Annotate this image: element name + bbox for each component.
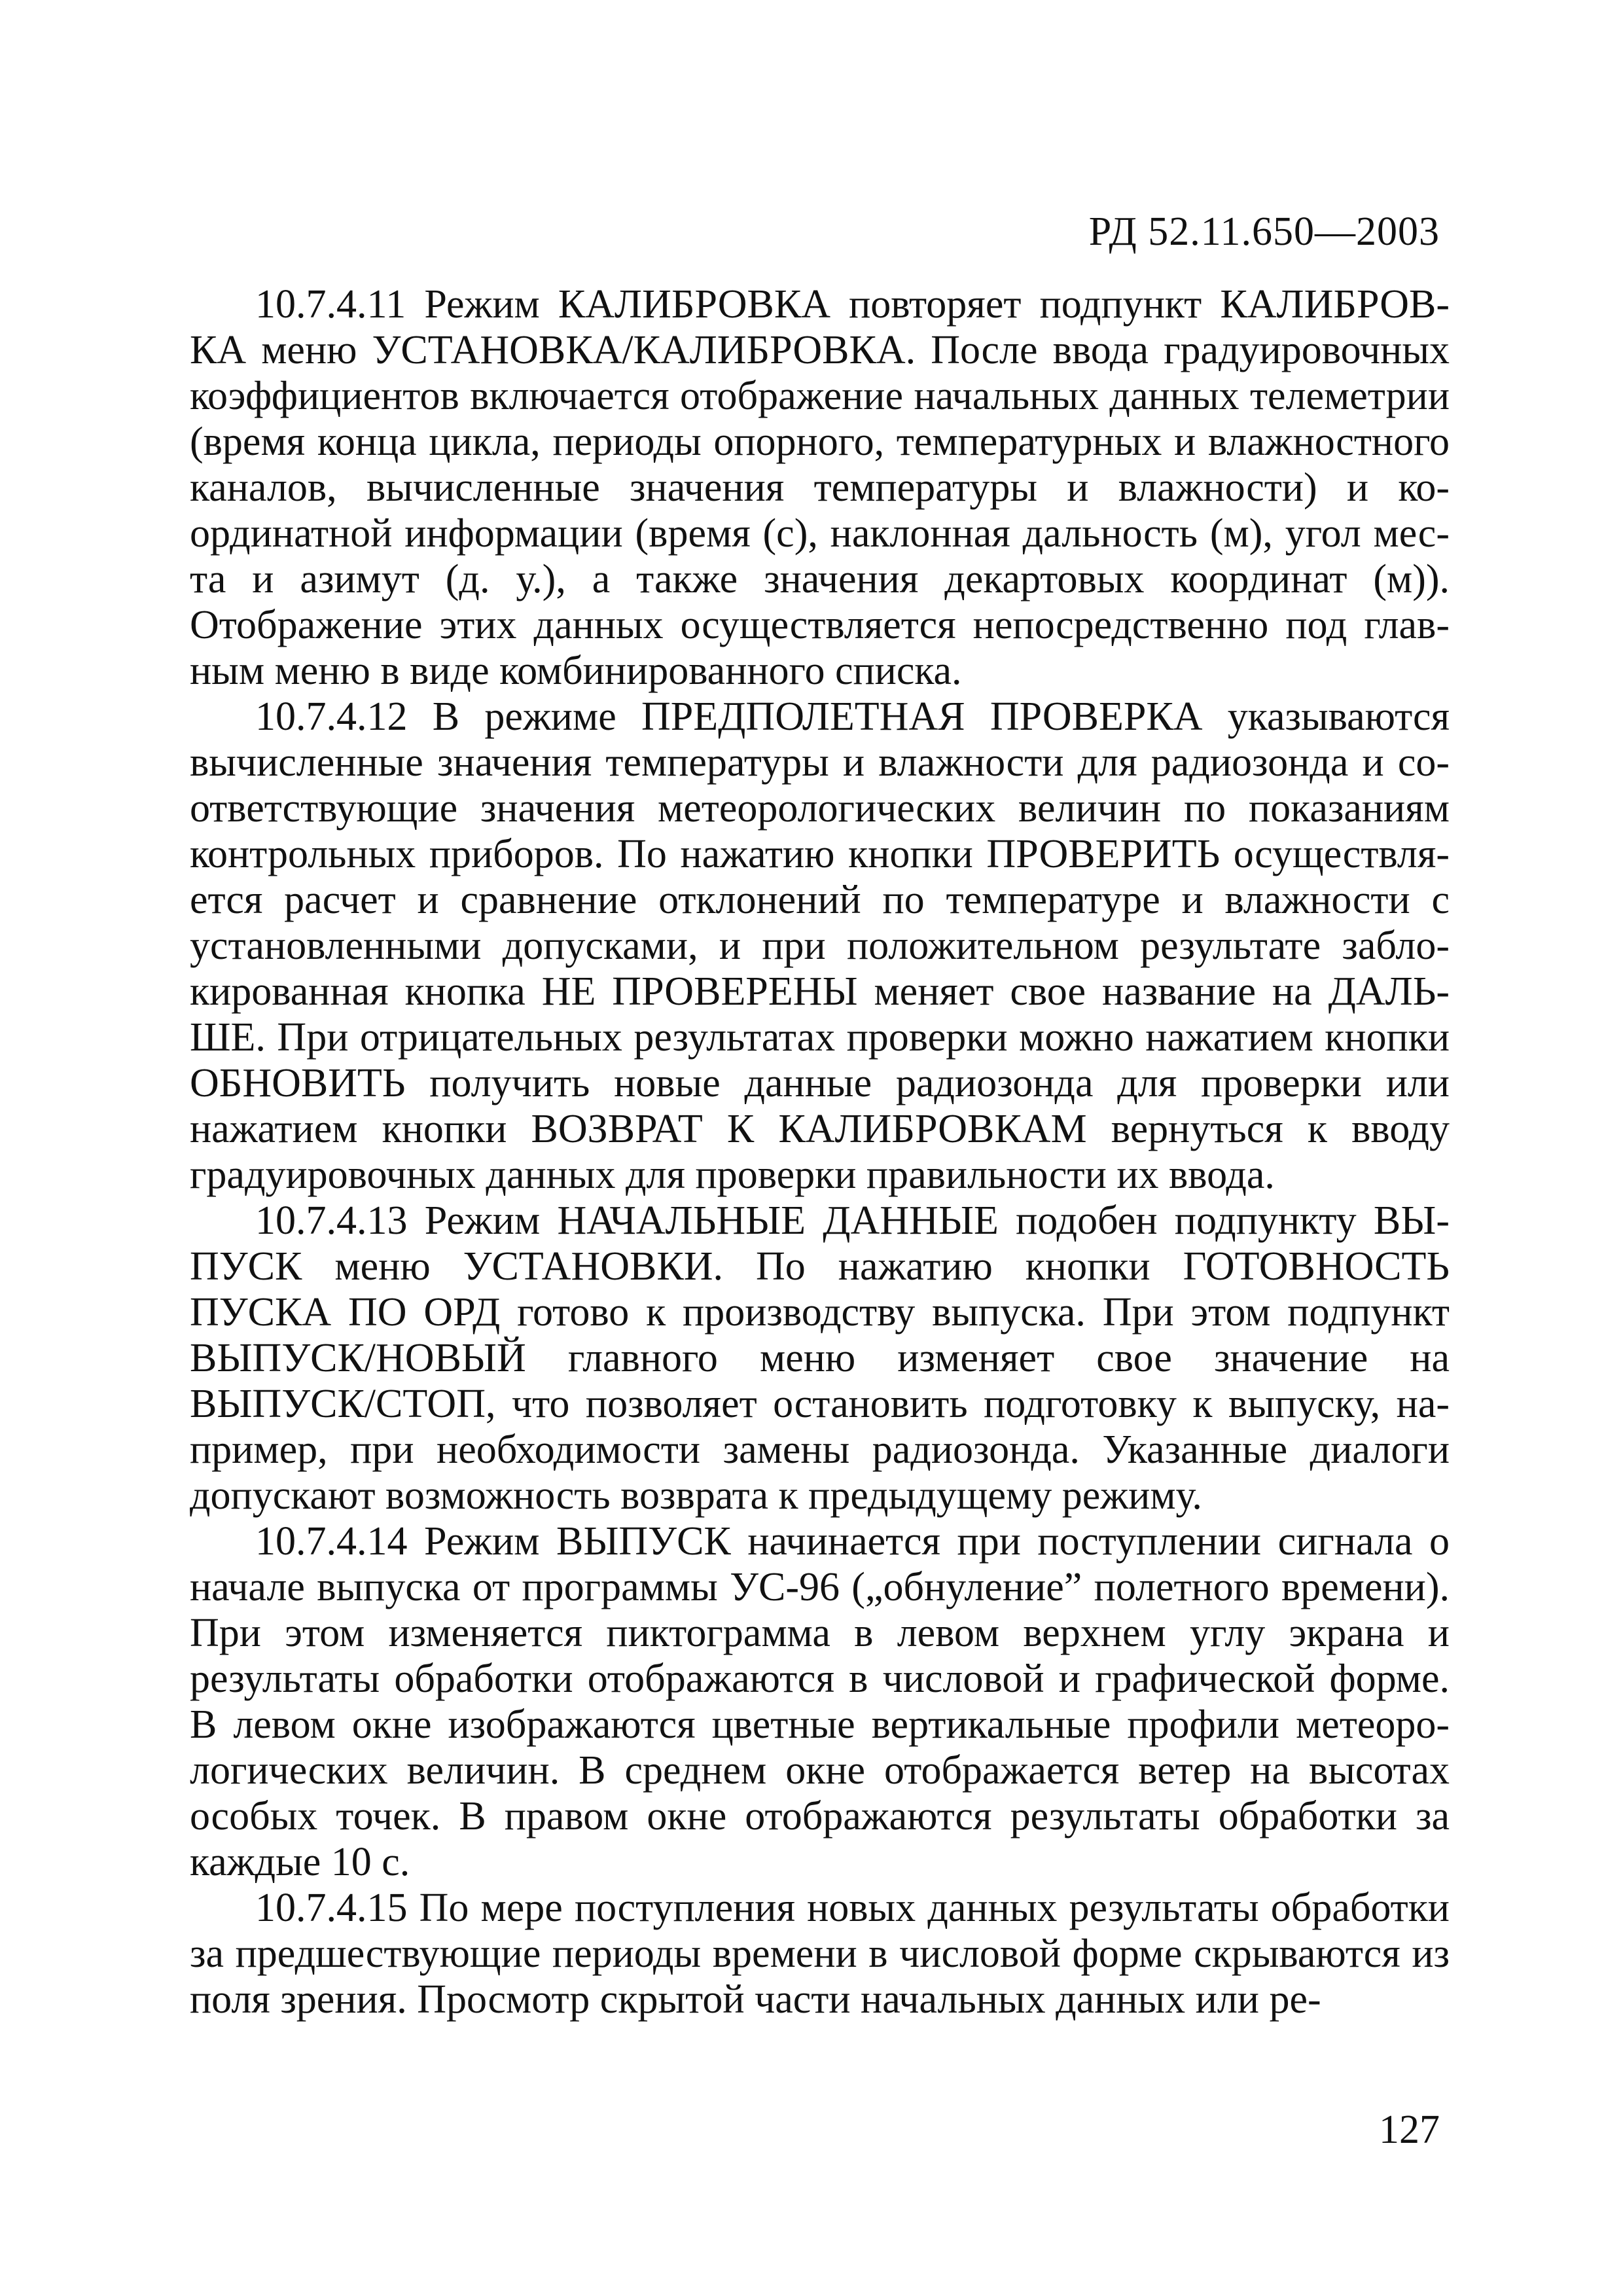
paragraph-10-7-4-13: 10.7.4.13 Режим НАЧАЛЬНЫЕ ДАННЫЕ подобен подпункту ВЫПУСК меню УСТАНОВКИ. По нажатию кнопки ГОТОВНОСТЬ ПУСКА ПО ОРД готово к производству выпуска. При этом подпункт ВЫПУСК/НОВЫЙ главного меню изменяет свое значение на ВЫПУСК/СТОП, что позволяет остановить подготовку к выпуску, например, при необходимости замены радиозонда. Указанные диалоги допускают возможность возврата к предыдущему режиму. (190, 1198, 1450, 1518)
document-header: РД 52.11.650—2003 (1088, 209, 1440, 254)
paragraph-10-7-4-14: 10.7.4.14 Режим ВЫПУСК начинается при поступлении сигнала о начале выпуска от программы УС-96 („обнуление” полетного времени). При этом изменяется пиктограмма в левом верхнем углу экрана и результаты обработки отображаются в числовой и графической форме. В левом окне изображаются цветные вертикальные профили метеорологических величин. В среднем окне отображается ветер на высотах особых точек. В правом окне отображаются результаты обработки за каждые 10 с. (190, 1519, 1450, 1884)
paragraph-10-7-4-12: 10.7.4.12 В режиме ПРЕДПОЛЕТНАЯ ПРОВЕРКА указываются вычисленные значения температуры и влажности для радиозонда и соответствующие значения метеорологических величин по показаниям контрольных приборов. По нажатию кнопки ПРОВЕРИТЬ осуществляется расчет и сравнение отклонений по температуре и влажности с установленными допусками, и при положительном результате заблокированная кнопка НЕ ПРОВЕРЕНЫ меняет свое название на ДАЛЬШЕ. При отрицательных результатах проверки можно нажатием кнопки ОБНОВИТЬ получить новые данные радиозонда для проверки или нажатием кнопки ВОЗВРАТ К КАЛИБРОВКАМ вернуться к вводу градуировочных данных для проверки правильности их ввода. (190, 694, 1450, 1197)
document-body (190, 281, 1450, 2022)
page-number: 127 (1379, 2108, 1440, 2152)
paragraph-10-7-4-11: 10.7.4.11 Режим КАЛИБРОВКА повторяет подпункт КАЛИБРОВКА меню УСТАНОВКА/КАЛИБРОВКА. После ввода градуировочных коэффициентов включается отображение начальных данных телеметрии (время конца цикла, периоды опорного, температурных и влажностного каналов, вычисленные значения температуры и влажности) и координатной информации (время (с), наклонная дальность (м), угол места и азимут (д. у.), а также значения декартовых координат (м)). Отображение этих данных осуществляется непосредственно под главным меню в виде комбинированного списка. (190, 282, 1450, 693)
paragraph-10-7-4-15: 10.7.4.15 По мере поступления новых данных результаты обработки за предшествующие периоды времени в числовой форме скрываются из поля зрения. Просмотр скрытой части начальных данных или ре- (190, 1886, 1450, 2022)
